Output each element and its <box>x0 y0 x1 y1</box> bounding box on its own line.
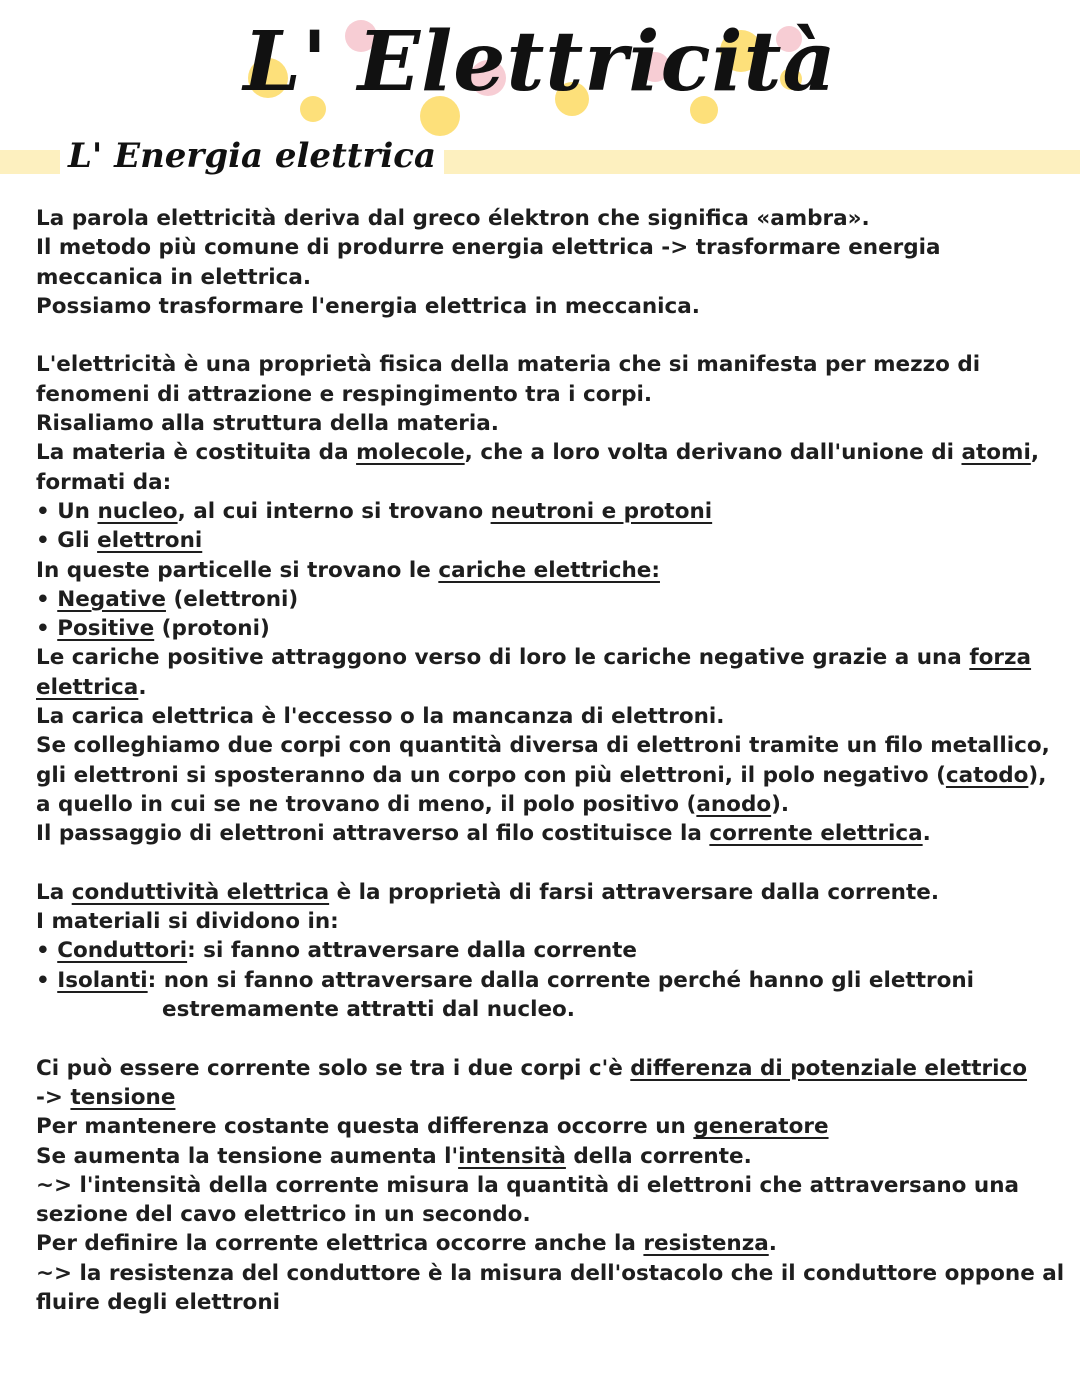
text-line <box>36 1171 1066 1200</box>
text-segment: ~> la resistenza del conduttore è la misura dell'ostacolo che il conduttore oppone al <box>36 1260 1065 1286</box>
text-line <box>36 702 1066 731</box>
text-line <box>36 1054 1066 1083</box>
subtitle-band-right <box>396 150 1080 174</box>
text-line <box>36 497 1066 526</box>
text-segment: Le cariche positive attraggono verso di loro le cariche negative grazie a una <box>36 645 970 671</box>
text-segment: , che a loro volta derivano dall'unione di <box>464 440 962 466</box>
text-line <box>36 292 1066 321</box>
text-segment: L'elettricità è una proprietà fisica della materia che si manifesta per mezzo di <box>36 352 981 378</box>
text-line <box>36 380 1066 409</box>
underlined-term: elettrica <box>36 674 139 700</box>
text-segment: della corrente. <box>565 1143 752 1169</box>
text-line <box>36 761 1066 790</box>
text-line <box>36 409 1066 438</box>
text-segment: , <box>1030 440 1039 466</box>
text-segment: La carica elettrica è l'eccesso o la mancanza di elettroni. <box>36 704 725 730</box>
text-segment: fluire degli elettroni <box>36 1289 281 1315</box>
text-segment: (elettroni) <box>165 586 299 612</box>
underlined-term: differenza di potenziale elettrico <box>630 1055 1028 1081</box>
blank-line <box>36 849 1066 878</box>
text-segment: -> <box>36 1084 71 1110</box>
underlined-term: tensione <box>70 1084 176 1110</box>
underlined-term: catodo <box>945 762 1029 788</box>
text-segment: a quello in cui se ne trovano di meno, il polo positivo ( <box>36 791 697 817</box>
text-segment: • Gli <box>36 528 98 554</box>
text-segment: • Un <box>36 498 98 524</box>
text-line <box>36 936 1066 965</box>
text-line <box>36 819 1066 848</box>
underlined-term: forza <box>969 645 1032 671</box>
text-line <box>36 995 1066 1024</box>
text-line <box>36 468 1066 497</box>
text-line <box>36 263 1066 292</box>
text-line <box>36 1083 1066 1112</box>
text-segment: Per definire la corrente elettrica occorre anche la <box>36 1231 644 1257</box>
text-segment: La parola elettricità deriva dal greco élektron che significa «ambra». <box>36 206 870 231</box>
text-line <box>36 731 1066 760</box>
underlined-term: resistenza <box>643 1231 769 1257</box>
text-segment: Per mantenere costante questa differenza occorre un <box>36 1114 694 1140</box>
text-segment: • <box>36 967 58 993</box>
body-text <box>36 204 1066 1317</box>
underlined-term: anodo <box>696 791 772 817</box>
text-segment: Ci può essere corrente solo se tra i due corpi c'è <box>36 1055 631 1081</box>
text-line <box>36 673 1066 702</box>
text-segment: sezione del cavo elettrico in un secondo. <box>36 1202 531 1228</box>
underlined-term: neutroni e protoni <box>490 498 713 524</box>
header <box>0 0 1080 140</box>
underlined-term: nucleo <box>97 498 178 524</box>
text-segment: gli elettroni si sposteranno da un corpo con più elettroni, il polo negativo ( <box>36 762 946 788</box>
underlined-term: atomi <box>961 440 1031 466</box>
underlined-term: conduttività elettrica <box>71 879 330 905</box>
text-line <box>36 1112 1066 1141</box>
text-line <box>36 907 1066 936</box>
text-line <box>36 233 1066 262</box>
underlined-term: intensità <box>458 1143 566 1169</box>
text-segment: Il metodo più comune di produrre energia elettrica -> trasformare energia <box>36 235 941 261</box>
underlined-term: Isolanti <box>57 967 148 993</box>
text-line <box>36 966 1066 995</box>
underlined-term: cariche elettriche: <box>438 557 660 583</box>
text-segment: (protoni) <box>154 616 270 642</box>
text-segment: ~> l'intensità della corrente misura la quantità di elettroni che attraversano una <box>36 1172 1020 1198</box>
text-segment: • <box>36 616 58 642</box>
text-segment: , al cui interno si trovano <box>177 498 491 524</box>
text-segment: è la proprietà di farsi attraversare dalla corrente. <box>329 879 939 905</box>
text-segment: ). <box>771 791 790 817</box>
text-segment: . <box>768 1231 777 1257</box>
text-segment: . <box>138 674 147 700</box>
text-segment: • <box>36 586 58 612</box>
underlined-term: generatore <box>693 1114 829 1140</box>
blank-line <box>36 321 1066 350</box>
text-line <box>36 526 1066 555</box>
text-segment: I materiali si dividono in: <box>36 909 339 935</box>
text-segment: La materia è costituita da <box>36 440 357 466</box>
text-line <box>36 1259 1066 1288</box>
text-line <box>36 878 1066 907</box>
underlined-term: molecole <box>356 440 465 466</box>
text-segment: Possiamo trasformare l'energia elettrica in meccanica. <box>36 293 700 319</box>
text-segment: Se aumenta la tensione aumenta l' <box>36 1143 459 1169</box>
text-segment: La <box>36 879 72 905</box>
text-segment: : si fanno attraversare dalla corrente <box>187 938 638 964</box>
text-line <box>36 1142 1066 1171</box>
text-segment: Risaliamo alla struttura della materia. <box>36 411 499 437</box>
text-line <box>36 438 1066 467</box>
blank-line <box>36 1024 1066 1053</box>
text-segment: ), <box>1028 762 1047 788</box>
text-segment: estremamente attratti dal nucleo. <box>162 997 575 1023</box>
underlined-term: Conduttori <box>57 938 188 964</box>
text-line <box>36 1200 1066 1229</box>
text-segment: fenomeni di attrazione e respingimento tra i corpi. <box>36 381 653 407</box>
text-line <box>36 556 1066 585</box>
text-line <box>36 614 1066 643</box>
text-line <box>36 1229 1066 1258</box>
text-segment: Il passaggio di elettroni attraverso al filo costituisce la <box>36 821 710 847</box>
text-line <box>36 790 1066 819</box>
text-segment: In queste particelle si trovano le <box>36 557 439 583</box>
text-segment: meccanica in elettrica. <box>36 264 312 290</box>
text-segment: Se colleghiamo due corpi con quantità diversa di elettroni tramite un filo metallico, <box>36 733 1050 759</box>
underlined-term: elettroni <box>97 528 203 554</box>
text-segment: • <box>36 938 58 964</box>
text-line <box>36 585 1066 614</box>
underlined-term: Positive <box>57 616 155 642</box>
text-line <box>36 204 1066 233</box>
text-segment: . <box>922 821 931 847</box>
underlined-term: corrente elettrica <box>709 821 923 847</box>
text-segment: formati da: <box>36 469 172 495</box>
text-line <box>36 643 1066 672</box>
text-segment: : non si fanno attraversare dalla corrente perché hanno gli elettroni <box>147 967 975 993</box>
section-title: L' Energia elettrica <box>60 136 444 176</box>
page-title: L' Elettricità <box>243 14 837 110</box>
text-line <box>36 350 1066 379</box>
underlined-term: Negative <box>57 586 166 612</box>
text-line <box>36 1288 1066 1317</box>
